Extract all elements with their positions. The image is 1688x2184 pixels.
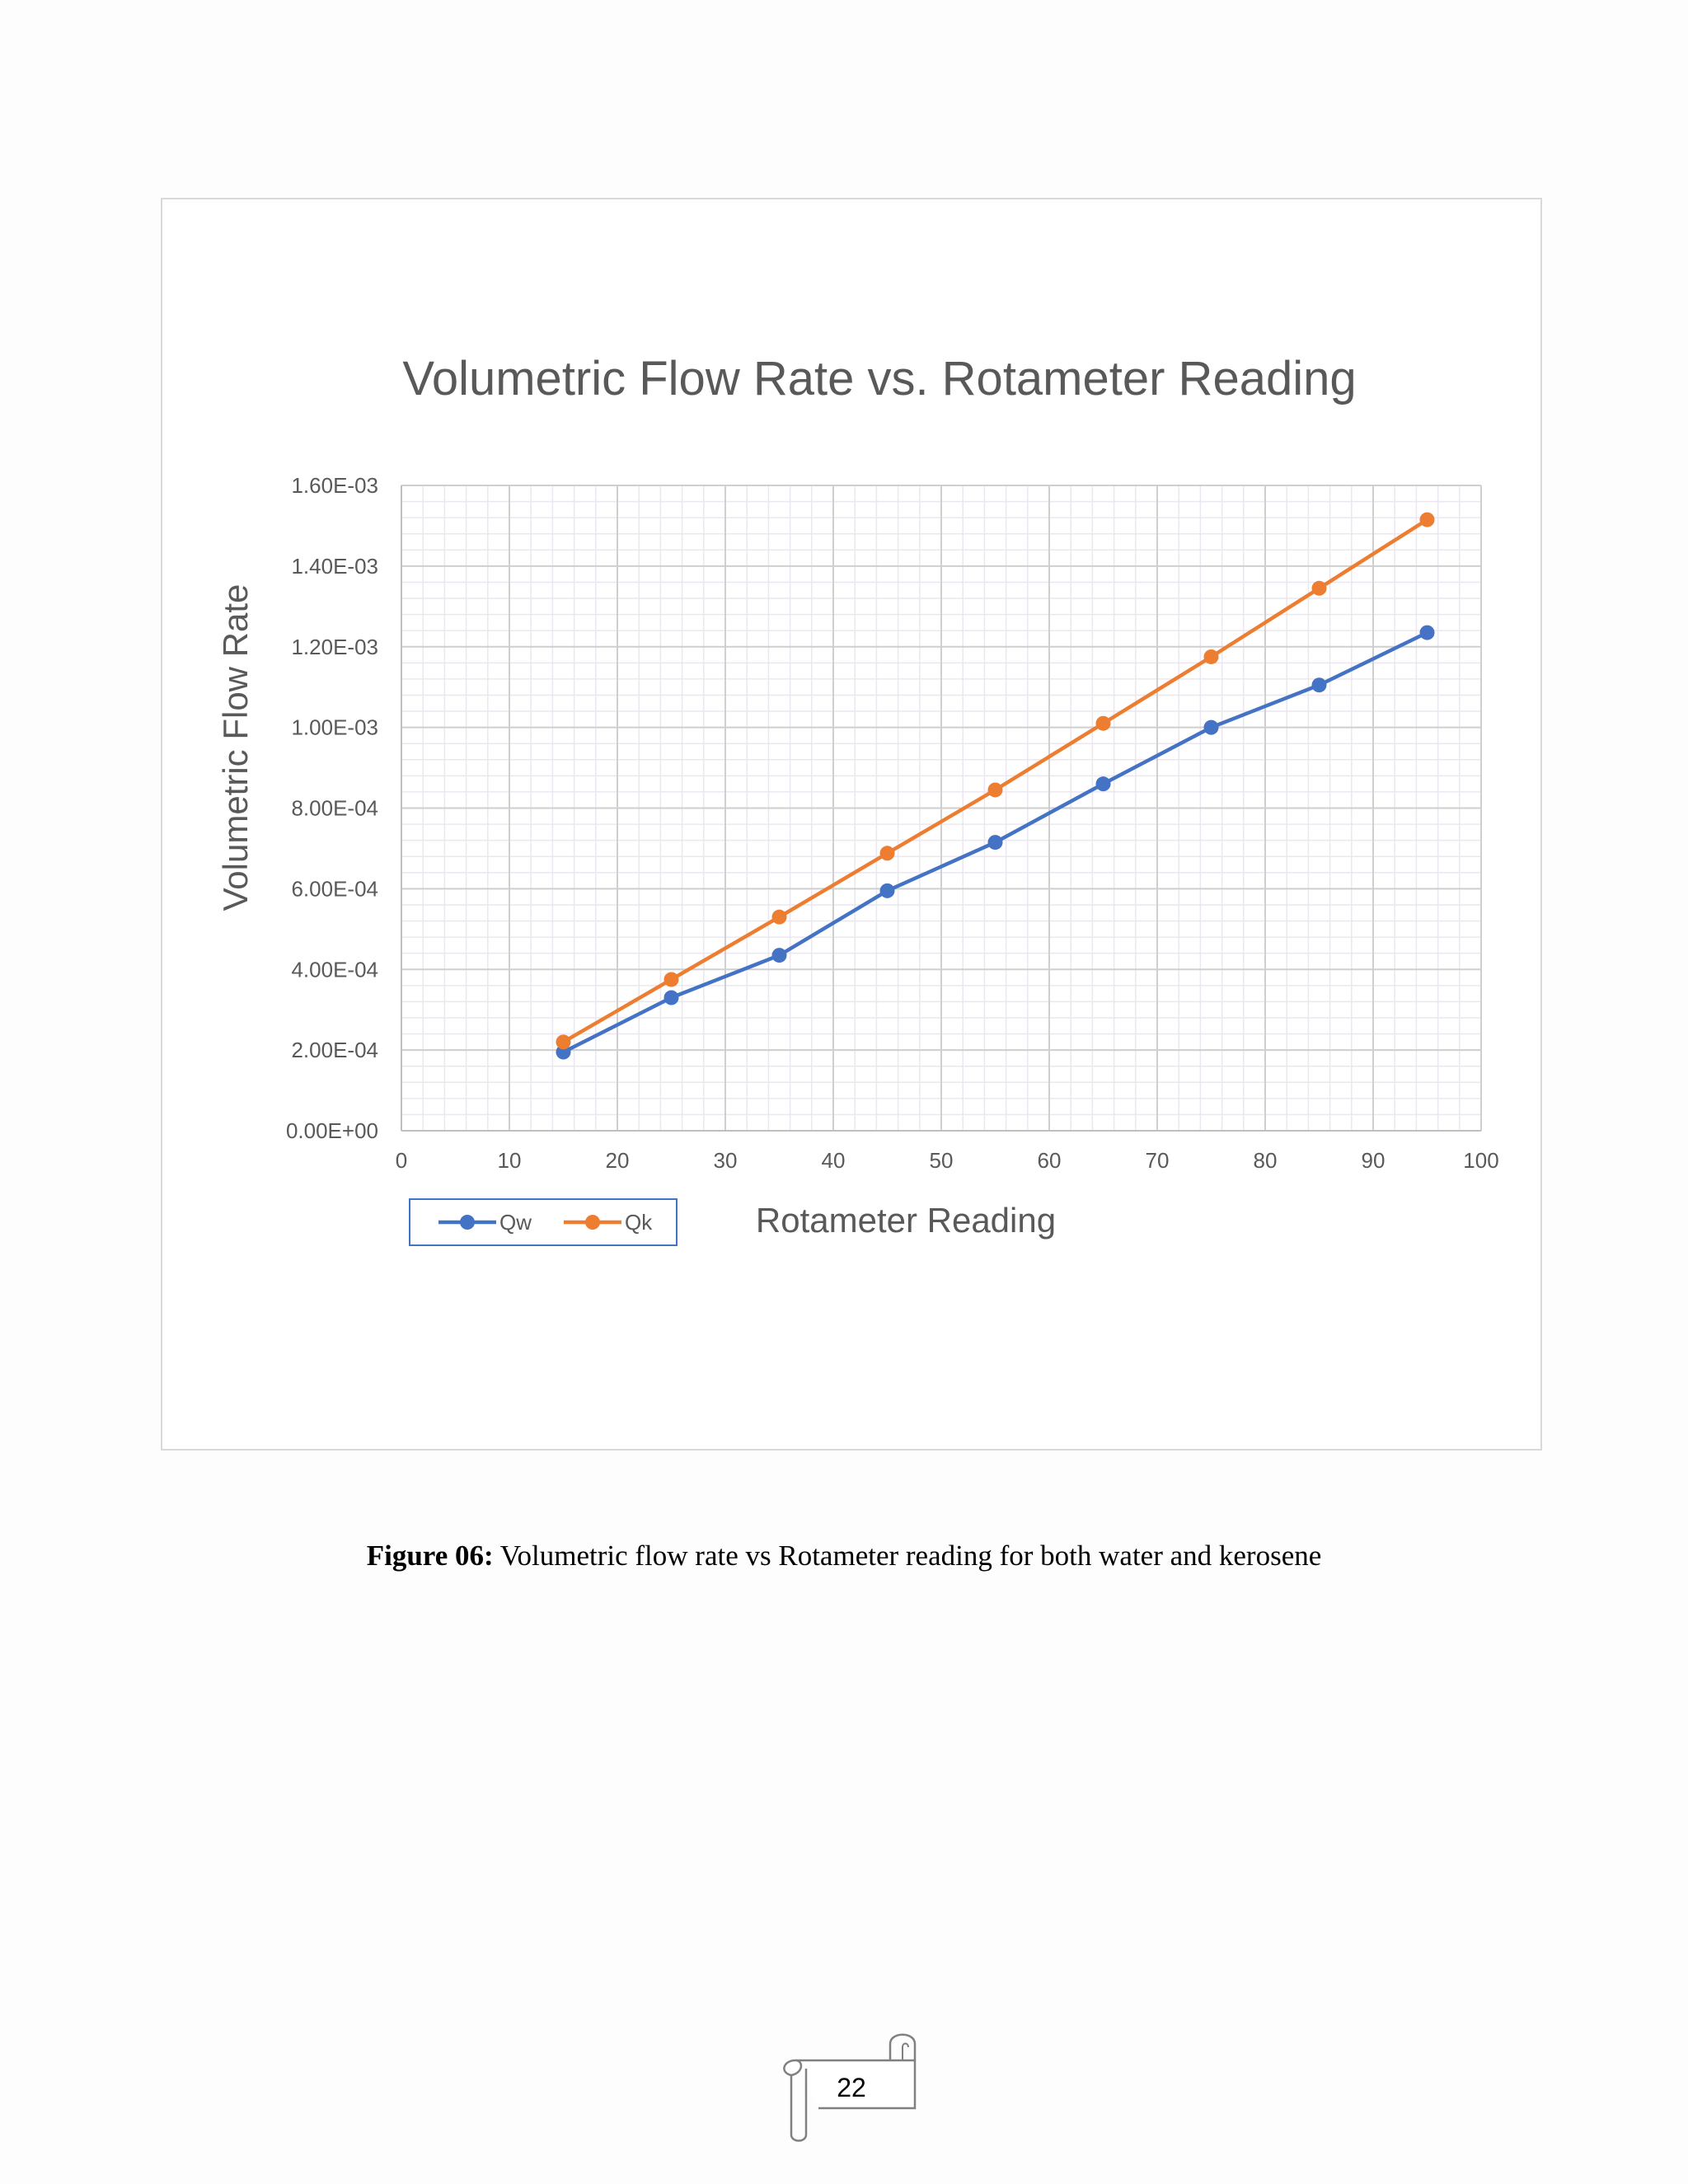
y-tick-label: 1.20E-03	[291, 634, 378, 659]
data-point-qk	[772, 910, 787, 925]
x-axis-label: Rotameter Reading	[755, 1201, 1057, 1240]
x-tick-label: 70	[1145, 1148, 1170, 1173]
caption-label: Figure 06:	[366, 1540, 494, 1572]
chart-frame	[161, 198, 1542, 1451]
data-point-qw	[988, 835, 1003, 850]
y-tick-label: 6.00E-04	[291, 876, 378, 902]
x-tick-label: 30	[713, 1148, 738, 1173]
y-tick-label: 1.60E-03	[291, 473, 378, 498]
chart-title: Volumetric Flow Rate vs. Rotameter Reading	[402, 352, 1357, 405]
data-point-qw	[1096, 776, 1111, 791]
data-point-qw	[1204, 720, 1219, 735]
data-point-qw	[1420, 626, 1435, 640]
data-point-qk	[1096, 716, 1111, 731]
y-tick-label: 1.40E-03	[291, 553, 378, 579]
data-point-qk	[988, 782, 1003, 797]
x-tick-label: 50	[929, 1148, 954, 1173]
y-tick-label: 2.00E-04	[291, 1038, 378, 1063]
data-point-qk	[1420, 513, 1435, 527]
data-point-qk	[664, 972, 679, 987]
data-point-qk	[1312, 581, 1327, 596]
x-tick-label: 100	[1463, 1148, 1499, 1173]
data-point-qw	[880, 883, 895, 898]
page-number: 22	[837, 2073, 866, 2102]
legend	[410, 1199, 677, 1245]
legend-marker-qw	[460, 1215, 475, 1230]
data-point-qk	[880, 846, 895, 860]
page-number-scroll	[767, 2027, 923, 2143]
data-point-qw	[1312, 677, 1327, 692]
y-tick-label: 8.00E-04	[291, 795, 378, 821]
x-tick-label: 40	[821, 1148, 846, 1173]
x-tick-label: 80	[1253, 1148, 1278, 1173]
x-tick-label: 90	[1361, 1148, 1386, 1173]
figure-caption	[0, 1540, 1688, 1572]
caption-text: Volumetric flow rate vs Rotameter reading for both water and kerosene	[493, 1540, 1322, 1572]
x-tick-label: 60	[1037, 1148, 1062, 1173]
x-tick-label: 20	[605, 1148, 630, 1173]
data-point-qw	[772, 948, 787, 963]
x-tick-label: 0	[395, 1148, 408, 1173]
y-tick-label: 4.00E-04	[291, 957, 378, 982]
y-axis-label: Volumetric Flow Rate	[216, 583, 255, 912]
chart-svg	[162, 199, 1544, 1452]
y-tick-label: 1.00E-03	[291, 715, 378, 740]
y-tick-label: 0.00E+00	[285, 1118, 378, 1143]
data-point-qk	[1204, 649, 1219, 664]
data-point-qk	[556, 1034, 571, 1049]
data-point-qw	[664, 991, 679, 1005]
legend-marker-qk	[585, 1215, 600, 1230]
x-tick-label: 10	[497, 1148, 522, 1173]
legend-label-qk: Qk	[625, 1210, 653, 1235]
legend-label-qw: Qw	[499, 1210, 532, 1235]
